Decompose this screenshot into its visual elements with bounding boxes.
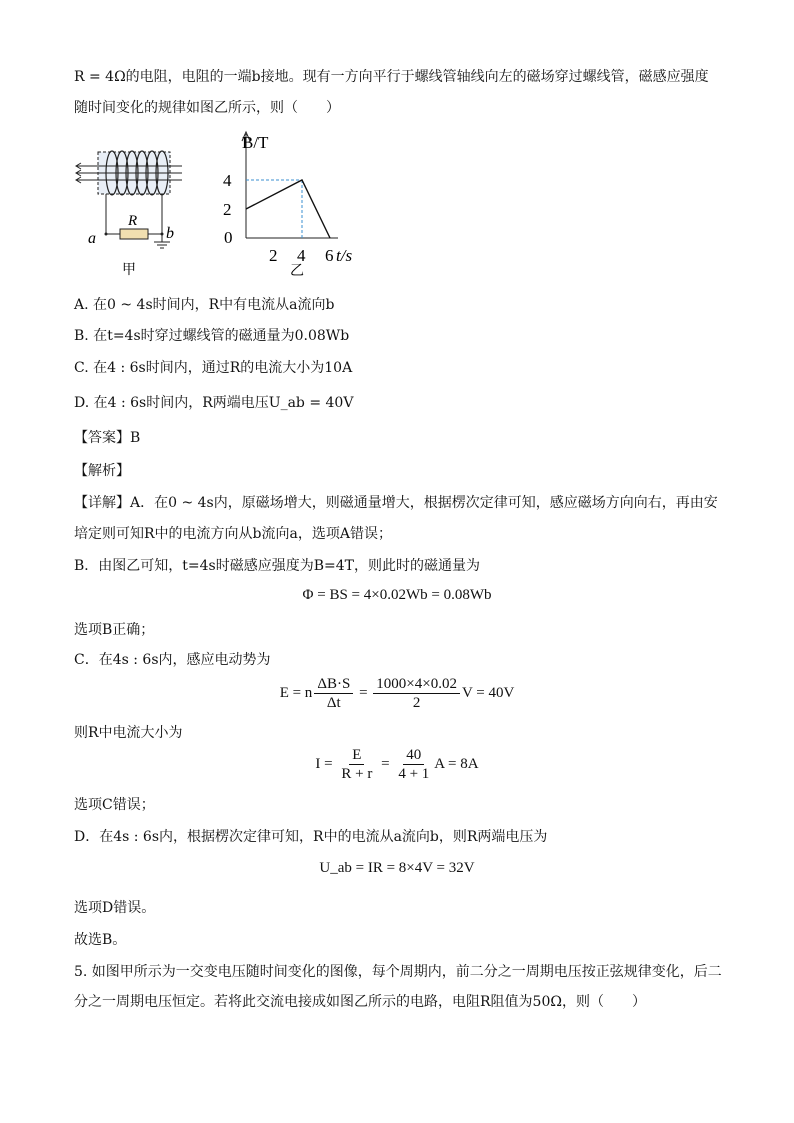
y-tick-label-2: 2 xyxy=(223,200,232,219)
option-b[interactable]: B. 在t=4s时穿过螺线管的磁通量为0.08Wb xyxy=(74,328,350,344)
figure-yi-caption: 乙 xyxy=(290,264,304,278)
x-tick-label-2: 2 xyxy=(269,246,278,265)
detail-c-line-1: C．在4s : 6s内，感应电动势为 xyxy=(74,652,271,668)
detail-a-line-1: 【详解】A．在0 ~ 4s内，原磁场增大，则磁通量增大，根据楞次定律可知，感应磁场方向向右，再由安 xyxy=(74,495,718,511)
q5-line-2: 分之一周期电压恒定。若将此交流电接成如图乙所示的电路，电阻R阻值为50Ω，则（ ） xyxy=(74,994,646,1010)
y-tick-label-4: 4 xyxy=(223,171,232,190)
equation-emf: E = n $\frac{\Delta B\cdot S}{\Delta t}$ = $\frac{1000\times 4\times 0.02}{2}$ V = 40V xyxy=(279,676,515,711)
option-d[interactable]: D. 在4 : 6s时间内，R两端电压U_ab = 40V xyxy=(74,395,354,411)
detail-a-line-2: 培定则可知R中的电流方向从b流向a，选项A错误； xyxy=(74,526,392,542)
stem-line-1: R = 4Ω的电阻，电阻的一端b接地。现有一方向平行于螺线管轴线向左的磁场穿过螺线管，磁感应强度 xyxy=(74,69,709,85)
answer-value: B xyxy=(130,430,141,446)
option-c[interactable]: C. 在4 : 6s时间内，通过R的电流大小为10A xyxy=(74,360,353,376)
equation-current: I = $\frac{E}{R + r}$ = $\frac{40}{4 + 1}$ A = 8A xyxy=(315,747,479,782)
detail-b-line-2: 选项B正确； xyxy=(74,622,155,638)
series-line-b xyxy=(246,180,330,238)
figure-yi-b-t-graph xyxy=(220,128,360,278)
circuit-wires xyxy=(106,194,170,248)
detail-b-line-1: B．由图乙可知，t=4s时磁感应强度为B=4T，则此时的磁通量为 xyxy=(74,558,480,574)
answer-line xyxy=(74,428,140,448)
detail-d-line-1: D．在4s : 6s内，根据楞次定律可知，R中的电流从a流向b，则R两端电压为 xyxy=(74,829,548,845)
detail-c-line-2: 则R中电流大小为 xyxy=(74,725,183,741)
field-arrows xyxy=(76,163,182,183)
resistor xyxy=(120,229,148,239)
stem-line-2: 随时间变化的规律如图乙所示，则（ ） xyxy=(74,100,340,116)
answer-tag: 【答案】 xyxy=(74,430,130,446)
option-a[interactable]: A. 在0 ~ 4s时间内，R中有电流从a流向b xyxy=(74,297,335,313)
conclusion: 故选B。 xyxy=(74,932,127,948)
figure-jia-caption: 甲 xyxy=(122,263,136,278)
origin-label: 0 xyxy=(224,228,233,247)
detail-tag: 【详解】 xyxy=(74,495,130,511)
x-axis-label: t/s xyxy=(336,246,353,265)
analysis-tag: 【解析】 xyxy=(74,463,130,479)
q5-line-1: 5. 如图甲所示为一交变电压随时间变化的图像，每个周期内，前二分之一周期电压按正弦规律变化，后二 xyxy=(74,964,722,980)
resistor-label: R xyxy=(128,213,138,229)
y-axis-label: B/T xyxy=(242,133,269,152)
x-tick-label-4: 4 xyxy=(297,246,306,265)
detail-c-line-3: 选项C错误； xyxy=(74,797,155,813)
terminal-a-label: a xyxy=(88,230,96,247)
detail-d-line-2: 选项D错误。 xyxy=(74,900,156,916)
equation-voltage: U_ab = IR = 8×4V = 32V xyxy=(319,860,475,876)
equation-flux: Φ = BS = 4×0.02Wb = 0.08Wb xyxy=(302,587,492,603)
figure-jia-solenoid-circuit xyxy=(70,130,200,280)
x-tick-label-6: 6 xyxy=(325,246,334,265)
terminal-b-label: b xyxy=(166,225,174,242)
